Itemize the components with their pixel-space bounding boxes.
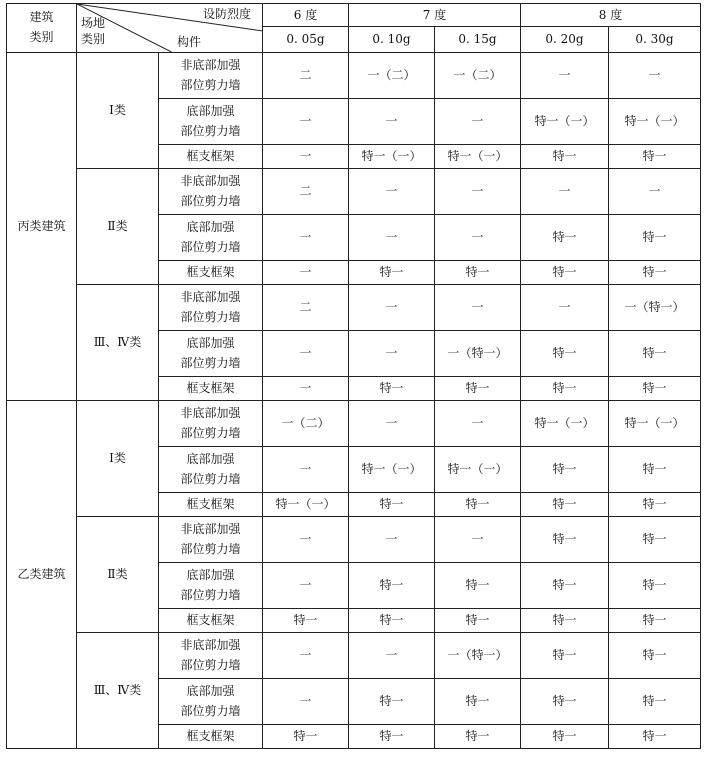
- grade-cell: 一（特一）: [435, 633, 521, 679]
- component-cell: 框支框架: [159, 145, 263, 169]
- grade-cell: 二: [263, 169, 349, 215]
- grade-cell: 特一: [521, 377, 609, 401]
- grade-cell: 一: [263, 633, 349, 679]
- grade-cell: 一: [349, 331, 435, 377]
- site-class-cell: Ⅱ类: [77, 169, 159, 285]
- grade-cell: 特一: [521, 563, 609, 609]
- header-building-class: 建筑 类别: [7, 4, 77, 53]
- grade-cell: 一: [263, 145, 349, 169]
- header-deg7: 7 度: [349, 4, 521, 27]
- grade-cell: 特一: [349, 377, 435, 401]
- grade-cell: 特一: [521, 679, 609, 725]
- grade-cell: 二: [263, 285, 349, 331]
- grade-cell: 一: [263, 99, 349, 145]
- grade-cell: 特一: [521, 633, 609, 679]
- grade-cell: 特一: [609, 145, 701, 169]
- grade-cell: 特一: [609, 261, 701, 285]
- grade-cell: 特一: [349, 261, 435, 285]
- table-row: [7, 633, 701, 679]
- grade-cell: 特一: [609, 725, 701, 749]
- header-deg8: 8 度: [521, 4, 701, 27]
- grade-cell: 特一: [349, 609, 435, 633]
- header-accel: 0. 10g: [349, 27, 435, 53]
- header-deg6: 6 度: [263, 4, 349, 27]
- grade-cell: 特一（一）: [349, 145, 435, 169]
- grade-cell: 特一（一）: [609, 401, 701, 447]
- component-cell: 底部加强 部位剪力墙: [159, 215, 263, 261]
- grade-cell: 一: [609, 169, 701, 215]
- grade-cell: 一: [263, 331, 349, 377]
- building-class-cell: 乙类建筑: [7, 401, 77, 749]
- table-row: [7, 285, 701, 331]
- grade-cell: 一: [263, 261, 349, 285]
- grade-cell: 一: [521, 285, 609, 331]
- site-class-cell: Ⅱ类: [77, 517, 159, 633]
- grade-cell: 特一: [349, 679, 435, 725]
- grade-cell: 特一: [609, 517, 701, 563]
- grade-cell: 一（特一）: [435, 331, 521, 377]
- grade-cell: 特一: [521, 145, 609, 169]
- grade-cell: 特一: [435, 609, 521, 633]
- grade-cell: 特一: [263, 609, 349, 633]
- grade-cell: 一: [263, 377, 349, 401]
- grade-cell: 特一（一）: [263, 493, 349, 517]
- component-cell: 底部加强 部位剪力墙: [159, 679, 263, 725]
- site-class-cell: Ⅲ、Ⅳ类: [77, 633, 159, 749]
- grade-cell: 一（特一）: [609, 285, 701, 331]
- grade-cell: 特一: [435, 261, 521, 285]
- site-class-cell: Ⅰ类: [77, 401, 159, 517]
- grade-cell: 特一: [521, 725, 609, 749]
- grade-cell: 特一: [521, 609, 609, 633]
- component-cell: 底部加强 部位剪力墙: [159, 331, 263, 377]
- grade-cell: 特一: [521, 447, 609, 493]
- site-class-cell: Ⅰ类: [77, 53, 159, 169]
- grade-cell: 一: [263, 517, 349, 563]
- header-accel: 0. 05g: [263, 27, 349, 53]
- grade-cell: 特一: [435, 493, 521, 517]
- header-intensity: 设防烈度: [203, 7, 252, 21]
- header-diagonal-cell: [77, 4, 263, 53]
- table-row: [7, 517, 701, 563]
- grade-cell: 特一: [349, 563, 435, 609]
- component-cell: 框支框架: [159, 609, 263, 633]
- grade-cell: 一: [349, 169, 435, 215]
- component-cell: 非底部加强 部位剪力墙: [159, 517, 263, 563]
- grade-cell: 一: [263, 447, 349, 493]
- grade-cell: 一: [435, 285, 521, 331]
- header-accel: 0. 15g: [435, 27, 521, 53]
- grade-cell: 特一: [609, 633, 701, 679]
- component-cell: 非底部加强 部位剪力墙: [159, 53, 263, 99]
- grade-cell: 特一: [521, 331, 609, 377]
- grade-cell: 特一: [435, 725, 521, 749]
- header-accel: 0. 20g: [521, 27, 609, 53]
- table-container: [6, 3, 701, 749]
- component-cell: 框支框架: [159, 493, 263, 517]
- grade-cell: 一: [435, 99, 521, 145]
- grade-cell: 特一: [609, 493, 701, 517]
- grade-cell: 特一: [435, 679, 521, 725]
- grade-cell: 特一: [609, 447, 701, 493]
- grade-cell: 特一: [609, 377, 701, 401]
- grade-cell: 一: [349, 401, 435, 447]
- component-cell: 框支框架: [159, 725, 263, 749]
- grade-cell: 特一（一）: [435, 145, 521, 169]
- grade-cell: 特一: [349, 493, 435, 517]
- grade-cell: 一: [435, 517, 521, 563]
- grade-cell: 特一: [609, 215, 701, 261]
- grade-cell: 一: [349, 99, 435, 145]
- grade-cell: 一: [435, 215, 521, 261]
- grade-cell: 特一: [609, 609, 701, 633]
- grade-cell: 特一（一）: [435, 447, 521, 493]
- grade-cell: 特一: [521, 517, 609, 563]
- grade-cell: 一: [521, 53, 609, 99]
- component-cell: 非底部加强 部位剪力墙: [159, 169, 263, 215]
- grade-cell: 一: [349, 517, 435, 563]
- component-cell: 底部加强 部位剪力墙: [159, 563, 263, 609]
- grade-cell: 一: [435, 401, 521, 447]
- grade-cell: 特一: [609, 331, 701, 377]
- grade-cell: 特一: [521, 215, 609, 261]
- component-cell: 非底部加强 部位剪力墙: [159, 633, 263, 679]
- grade-cell: 一: [349, 215, 435, 261]
- grade-cell: 一（二）: [349, 53, 435, 99]
- grade-cell: 一: [435, 169, 521, 215]
- grade-cell: 特一（一）: [521, 99, 609, 145]
- component-cell: 底部加强 部位剪力墙: [159, 99, 263, 145]
- grade-cell: 特一: [609, 563, 701, 609]
- grade-cell: 一: [263, 563, 349, 609]
- grade-cell: 特一（一）: [609, 99, 701, 145]
- header-accel: 0. 30g: [609, 27, 701, 53]
- building-class-cell: 丙类建筑: [7, 53, 77, 401]
- grade-cell: 一: [521, 169, 609, 215]
- component-cell: 非底部加强 部位剪力墙: [159, 285, 263, 331]
- site-class-cell: Ⅲ、Ⅳ类: [77, 285, 159, 401]
- grade-cell: 一: [349, 285, 435, 331]
- grade-cell: 特一: [349, 725, 435, 749]
- component-cell: 框支框架: [159, 261, 263, 285]
- grade-cell: 特一: [609, 679, 701, 725]
- grade-cell: 一: [349, 633, 435, 679]
- component-cell: 框支框架: [159, 377, 263, 401]
- grade-cell: 特一: [521, 261, 609, 285]
- grade-cell: 一: [263, 679, 349, 725]
- grade-cell: 特一: [521, 493, 609, 517]
- header-component: 构件: [177, 35, 202, 49]
- grade-cell: 特一: [435, 377, 521, 401]
- grade-cell: 特一（一）: [521, 401, 609, 447]
- component-cell: 非底部加强 部位剪力墙: [159, 401, 263, 447]
- grade-cell: 一: [609, 53, 701, 99]
- header-site-class: 场地 类别: [81, 16, 106, 46]
- table-row: [7, 169, 701, 215]
- grade-cell: 特一（一）: [349, 447, 435, 493]
- grade-cell: 一: [263, 215, 349, 261]
- grade-cell: 二: [263, 53, 349, 99]
- table-row: [7, 53, 701, 99]
- grade-cell: 一（二）: [435, 53, 521, 99]
- grade-cell: 特一: [263, 725, 349, 749]
- grade-cell: 特一: [435, 563, 521, 609]
- table-row: [7, 401, 701, 447]
- seismic-grade-table: [6, 3, 701, 749]
- component-cell: 底部加强 部位剪力墙: [159, 447, 263, 493]
- grade-cell: 一（二）: [263, 401, 349, 447]
